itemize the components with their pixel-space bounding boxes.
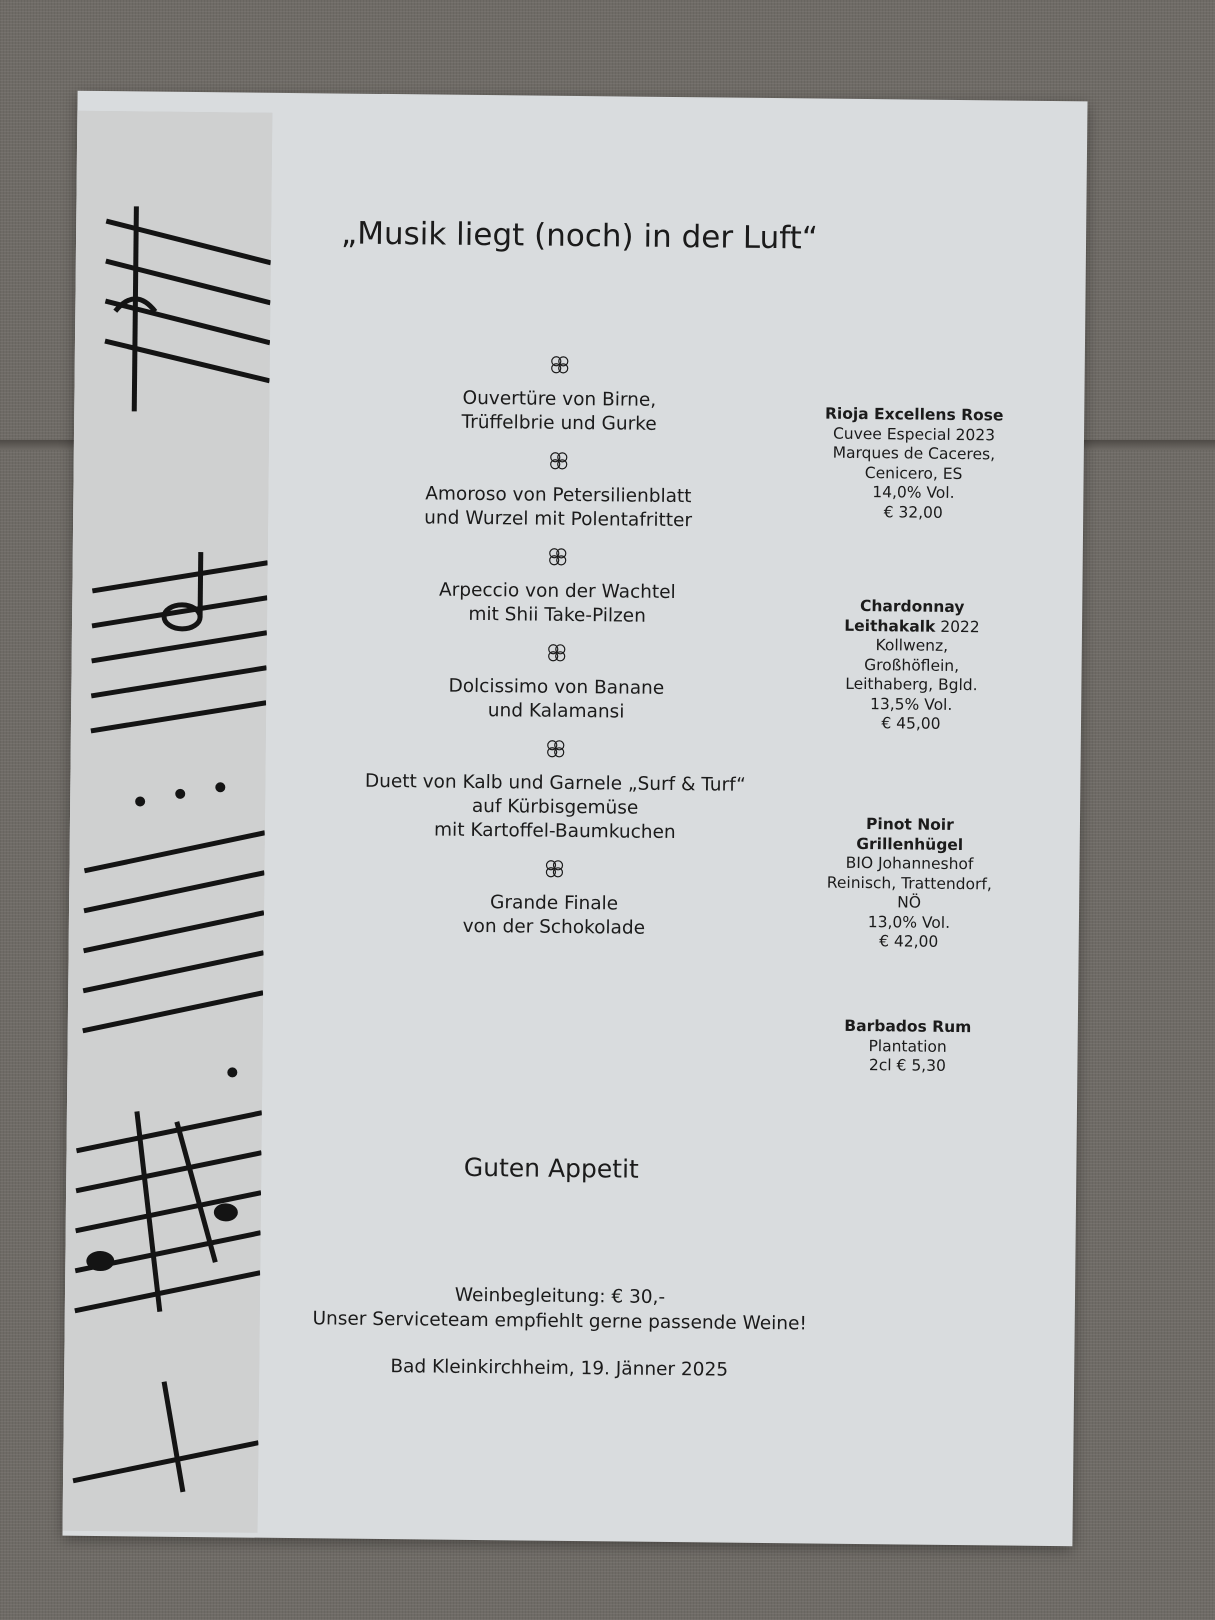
quatrefoil-ornament-icon <box>330 351 790 378</box>
course-item: Grande Finale von der Schokolade <box>462 892 646 939</box>
quatrefoil-ornament-icon <box>328 543 788 570</box>
wine-pairing: Pinot Noir Grillenhügel BIO Johanneshof Reinisch, Trattendorf, NÖ 13,0% Vol. € 42,00 <box>826 815 992 951</box>
course-item: Duett von Kalb und Garnele „Surf & Turf“ auf Kürbisgemüse mit Kartoffel-Baumkuchen <box>364 770 746 844</box>
wine-pairing: Rioja Excellens Rose Cuvee Especial 2023 Marques de Caceres, Cenicero, ES 14,0% Vol. € 32,00 <box>824 404 1004 522</box>
menu-sheet <box>62 91 1087 1546</box>
wine-pairing: Chardonnay Leithakalk 2022 Kollwenz, Großhöflein, Leithaberg, Bgld. 13,5% Vol. € 45,00 <box>844 596 980 733</box>
menu-title: „Musik liegt (noch) in der Luft“ <box>340 215 819 257</box>
wine-pairing-price: Weinbegleitung: € 30,- <box>454 1284 666 1308</box>
course-item: Amoroso von Petersilienblatt und Wurzel mit Polentafritter <box>424 483 693 532</box>
menu-footer <box>259 1281 860 1384</box>
quatrefoil-ornament-icon <box>324 855 784 882</box>
course-item: Dolcissimo von Banane und Kalamansi <box>448 675 665 723</box>
wine-pairing: Barbados Rum Plantation 2cl € 5,30 <box>844 1016 972 1075</box>
quatrefoil-ornament-icon <box>329 447 789 474</box>
course-item: Ouvertüre von Birne, Trüffelbrie und Gurke <box>461 387 657 435</box>
course-item: Arpeccio von der Wachtel mit Shii Take-Pilzen <box>438 579 676 627</box>
place-date: Bad Kleinkirchheim, 19. Jänner 2025 <box>390 1356 729 1381</box>
sheet-music-decoration <box>63 111 273 1533</box>
service-note: Unser Serviceteam empfiehlt gerne passende Weine! <box>312 1308 807 1335</box>
closing-greeting: Guten Appetit <box>463 1152 639 1184</box>
course-list <box>324 351 790 956</box>
quatrefoil-ornament-icon <box>326 735 786 762</box>
quatrefoil-ornament-icon <box>327 639 787 666</box>
menu-content <box>257 93 1087 1546</box>
